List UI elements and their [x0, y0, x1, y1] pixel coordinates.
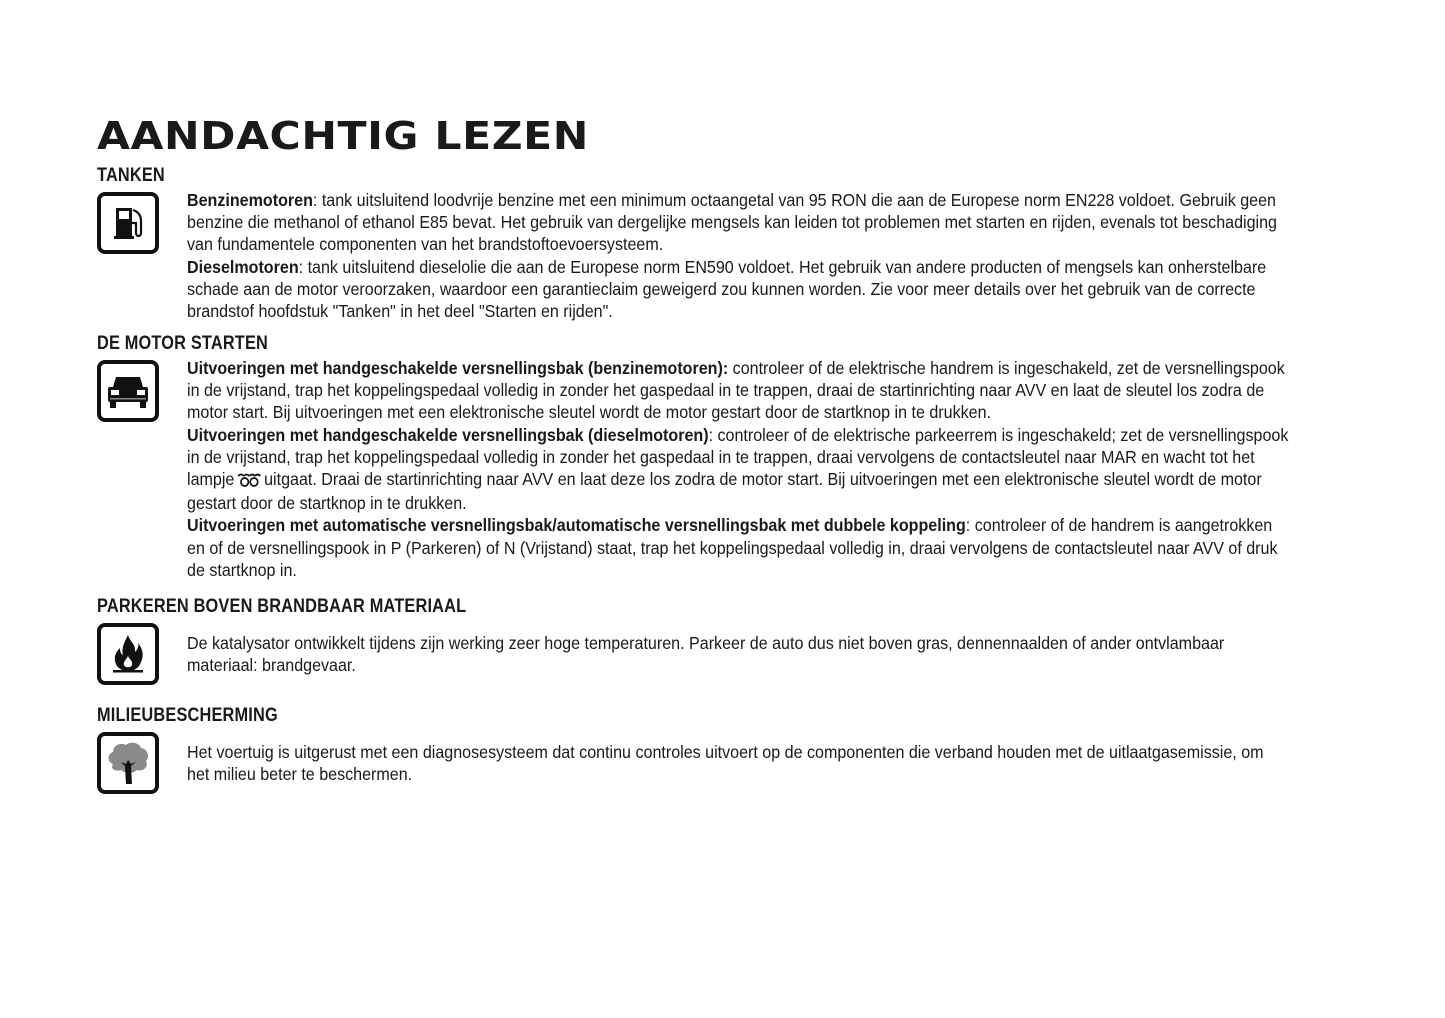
paragraph [187, 741, 1289, 785]
paragraph-text: Het voertuig is uitgerust met een diagnosesysteem dat continu controles uitvoert op de componenten die verband houden met de uitlaatgasemissie, om het milieu beter te beschermen. [187, 742, 1264, 785]
section-de-motor-starten [97, 333, 1362, 581]
paragraph [187, 424, 1289, 515]
flame-icon [97, 623, 159, 685]
paragraph-text: : controleer of de handrem is aangetrokken en of de versnellingspook in P (Parkeren) of N (Vrijstand) staat, trap het koppelingspedaal volledig in, draai vervolgens de contactsleutel naar AVV of druk de startknop in. [187, 515, 1278, 580]
tree-icon [97, 732, 159, 794]
paragraph-text: controleer of de elektrische handrem is ingeschakeld, zet de versnellingspook in de vrijstand, trap het koppelingspedaal volledig in zonder het gaspedaal in te trappen, draai de startinrichting naar AVV en laat de sleutel los zodra de motor start. Bij uitvoeringen met een elektronische sleutel wordt de motor gestart door de startknop in te drukken. [187, 358, 1285, 423]
paragraph-bold-lead: Benzinemotoren [187, 190, 313, 210]
section-milieubescherming [97, 705, 1362, 785]
page-title: AANDACHTIG LEZEN [97, 114, 589, 158]
fuel-pump-icon [97, 192, 159, 254]
section-heading: DE MOTOR STARTEN [97, 333, 269, 354]
paragraph [187, 189, 1289, 256]
section-heading: TANKEN [97, 165, 165, 186]
paragraph [187, 357, 1289, 424]
section-heading: PARKEREN BOVEN BRANDBAAR MATERIAAL [97, 596, 467, 617]
section-tanken [97, 165, 1362, 322]
paragraph-text-after: uitgaat. Draai de startinrichting naar AVV en laat deze los zodra de motor start. Bij uitvoeringen met een elektronische sleutel wordt de motor gestart door de startknop in te drukken. [187, 469, 1262, 514]
section-parkeren-boven-brandbaar-materiaal [97, 596, 1362, 676]
paragraph [187, 514, 1289, 581]
paragraph-text: : tank uitsluitend loodvrije benzine met een minimum octaangetal van 95 RON die aan de Europese norm EN228 voldoet. Gebruik geen benzine die methanol of ethanol E85 bevat. Het gebruik van dergelijke mengsels kan leiden tot problemen met starten en rijden, evenals tot beschadiging van fundamentele componenten van het brandstoftoevoersysteem. [187, 190, 1277, 255]
car-front-icon [97, 360, 159, 422]
paragraph [187, 632, 1289, 676]
paragraph-text: : tank uitsluitend dieselolie die aan de Europese norm EN590 voldoet. Het gebruik van andere producten of mengsels kan onherstelbare schade aan de motor veroorzaken, waardoor een garantieclaim geweigerd zou kunnen worden. Zie voor meer details over het gebruik van de correcte brandstof hoofdstuk "Tanken" in het deel "Starten en rijden". [187, 256, 1267, 322]
paragraph-text: : controleer of de elektrische parkeerrem is ingeschakeld; zet de versnellingspook in de vrijstand, trap het koppelingspedaal volledig in zonder het gaspedaal in te trappen, draai vervolgens de contactsleutel naar MAR en wacht tot het lampje [187, 424, 1289, 490]
paragraph [187, 256, 1289, 323]
glow-plug-icon [237, 470, 261, 492]
paragraph-bold-lead: Dieselmotoren [187, 256, 299, 277]
paragraph-bold-lead: Uitvoeringen met handgeschakelde versnellingsbak (benzinemotoren): [187, 358, 729, 378]
paragraph-bold-lead: Uitvoeringen met automatische versnellingsbak/automatische versnellingsbak met dubbele koppeling [187, 515, 966, 536]
paragraph-text: De katalysator ontwikkelt tijdens zijn werking zeer hoge temperaturen. Parkeer de auto dus niet boven gras, dennennaalden of ander ontvlambaar materiaal: brandgevaar. [187, 633, 1225, 676]
paragraph-bold-lead: Uitvoeringen met handgeschakelde versnellingsbak (dieselmotoren) [187, 424, 709, 445]
section-heading: MILIEUBESCHERMING [97, 705, 278, 726]
